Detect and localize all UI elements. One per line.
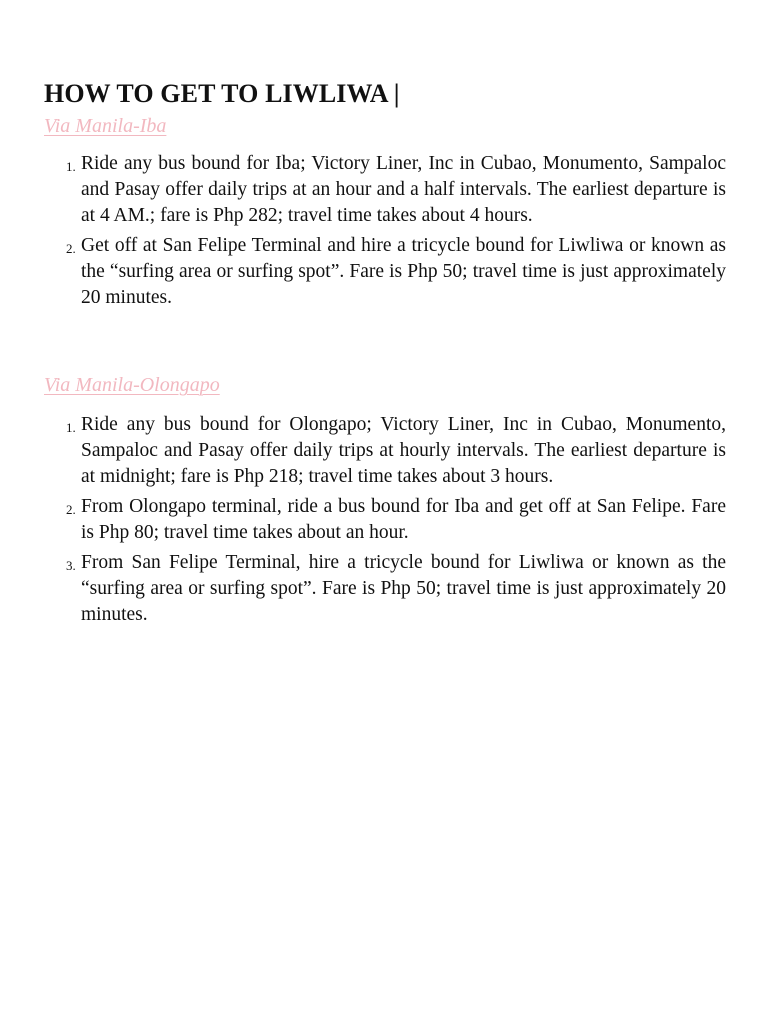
step-text: From San Felipe Terminal, hire a tricycle bound for Liwliwa or known as the “surfing area or surfing spot”. Fare is Php 50; travel time is just approximately 20 minutes. bbox=[81, 552, 726, 625]
steps-list-manila-iba bbox=[60, 151, 726, 315]
step-number: 2. bbox=[66, 502, 76, 517]
section-heading-manila-olongapo[interactable]: Via Manila-Olongapo bbox=[44, 374, 220, 396]
step-text: Ride any bus bound for Olongapo; Victory Liner, Inc in Cubao, Monumento, Sampaloc and Pasay offer daily trips at hourly intervals. The earliest departure is at midnight; fare is Php 218; travel time takes about 3 hours. bbox=[81, 414, 726, 487]
step-number: 1. bbox=[66, 420, 76, 435]
step-text: Ride any bus bound for Iba; Victory Liner, Inc in Cubao, Monumento, Sampaloc and Pasay offer daily trips at an hour and a half intervals. The earliest departure is at 4 AM.; fare is Php 282; travel time takes about 4 hours. bbox=[81, 153, 726, 226]
step-text: From Olongapo terminal, ride a bus bound for Iba and get off at San Felipe. Fare is Php 80; travel time takes about an hour. bbox=[81, 496, 726, 543]
step-number: 3. bbox=[66, 558, 76, 573]
page-title: HOW TO GET TO LIWLIWA | bbox=[44, 79, 400, 108]
list-item bbox=[60, 233, 726, 311]
step-number: 2. bbox=[66, 241, 76, 256]
step-text: Get off at San Felipe Terminal and hire a tricycle bound for Liwliwa or known as the “surfing area or surfing spot”. Fare is Php 50; travel time is just approximately 20 minutes. bbox=[81, 235, 726, 308]
list-item bbox=[60, 550, 726, 628]
list-item bbox=[60, 494, 726, 546]
step-number: 1. bbox=[66, 159, 76, 174]
list-item bbox=[60, 412, 726, 490]
section-heading-manila-iba[interactable]: Via Manila-Iba bbox=[44, 115, 167, 137]
list-item bbox=[60, 151, 726, 229]
steps-list-manila-olongapo bbox=[60, 412, 726, 632]
